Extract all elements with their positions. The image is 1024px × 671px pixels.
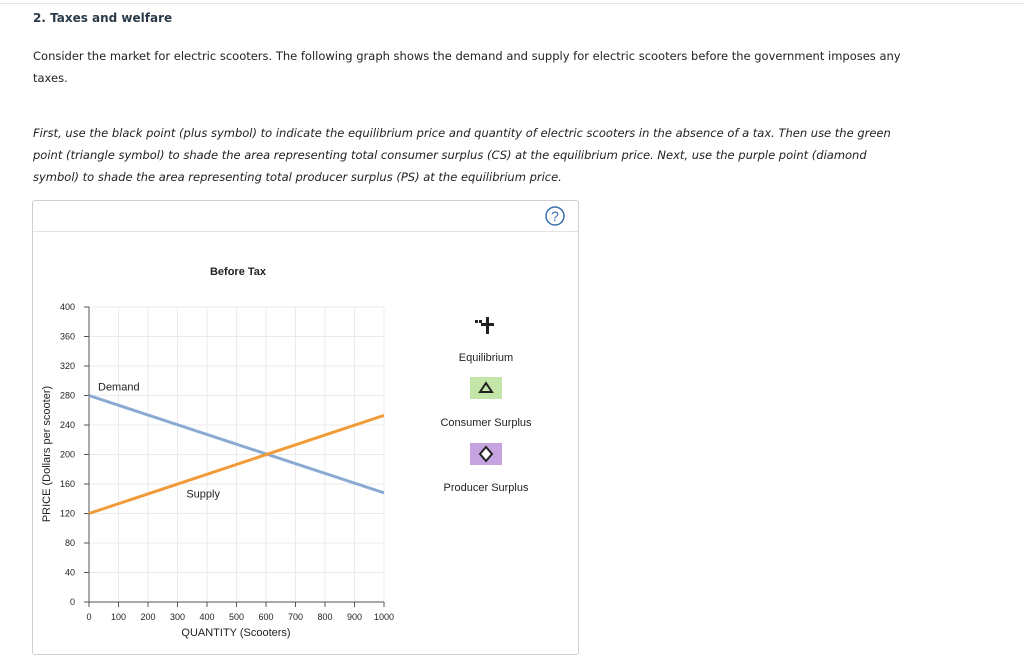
y-tick-label: 280 (59, 390, 75, 401)
producer-surplus-diamond-tool[interactable] (470, 443, 502, 465)
y-tick-label: 400 (59, 302, 75, 312)
x-tick-label: 100 (110, 612, 127, 622)
y-tick-label: 240 (59, 420, 75, 430)
x-tick-label: 400 (199, 612, 215, 622)
equilibrium-plus-tool[interactable] (474, 316, 498, 336)
intro-text: Consider the market for electric scooters. The following graph shows the demand and supply for electric scooters before the government imposes any taxes. (33, 49, 901, 85)
x-axis-label: QUANTITY (Scooters) (181, 627, 291, 639)
x-tick-label: 600 (258, 612, 274, 622)
legend-label-consumer-surplus: Consumer Surplus (440, 417, 532, 429)
y-tick-label: 200 (59, 449, 75, 460)
supply-curve-label: Supply (186, 488, 220, 501)
diamond-icon (470, 443, 502, 465)
x-tick-label: 1000 (373, 612, 395, 622)
demand-curve-label: Demand (98, 381, 140, 394)
instructions-text: First, use the black point (plus symbol) to indicate the equilibrium price and quantity of electric scooters in the absence of a tax. Then use the green point (triangle symbol) to shade the area representing total consumer surplus (CS) at the equilibrium price. Next, use the purple point (diamond symbol) to shade the area representing total producer surplus (PS) at the equilibrium price. (33, 126, 891, 184)
x-tick-label: 200 (140, 612, 156, 622)
x-tick-label: 0 (86, 612, 92, 622)
plus-icon (474, 316, 498, 336)
x-tick-label: 800 (317, 612, 333, 622)
chart-ticks (60, 302, 394, 622)
y-tick-label: 0 (69, 597, 75, 607)
chart-title: Before Tax (209, 266, 267, 278)
y-tick-label: 40 (64, 567, 75, 578)
chart-grid (89, 307, 384, 602)
legend-label-equilibrium: Equilibrium (458, 352, 514, 364)
y-tick-label: 360 (59, 331, 75, 342)
x-tick-label: 500 (228, 612, 245, 622)
consumer-surplus-triangle-tool[interactable] (470, 377, 502, 399)
triangle-icon (470, 377, 502, 399)
y-axis-label: PRICE (Dollars per scooter) (41, 385, 53, 523)
y-tick-label: 160 (59, 479, 75, 489)
x-tick-label: 700 (287, 612, 304, 622)
y-tick-label: 320 (59, 361, 75, 371)
svg-text:?: ? (551, 208, 559, 224)
x-tick-label: 900 (346, 612, 363, 622)
section-title: 2. Taxes and welfare (33, 11, 173, 25)
x-tick-label: 300 (169, 612, 186, 622)
y-tick-label: 120 (59, 508, 75, 519)
legend-label-producer-surplus: Producer Surplus (443, 482, 529, 494)
y-tick-label: 80 (64, 538, 75, 548)
